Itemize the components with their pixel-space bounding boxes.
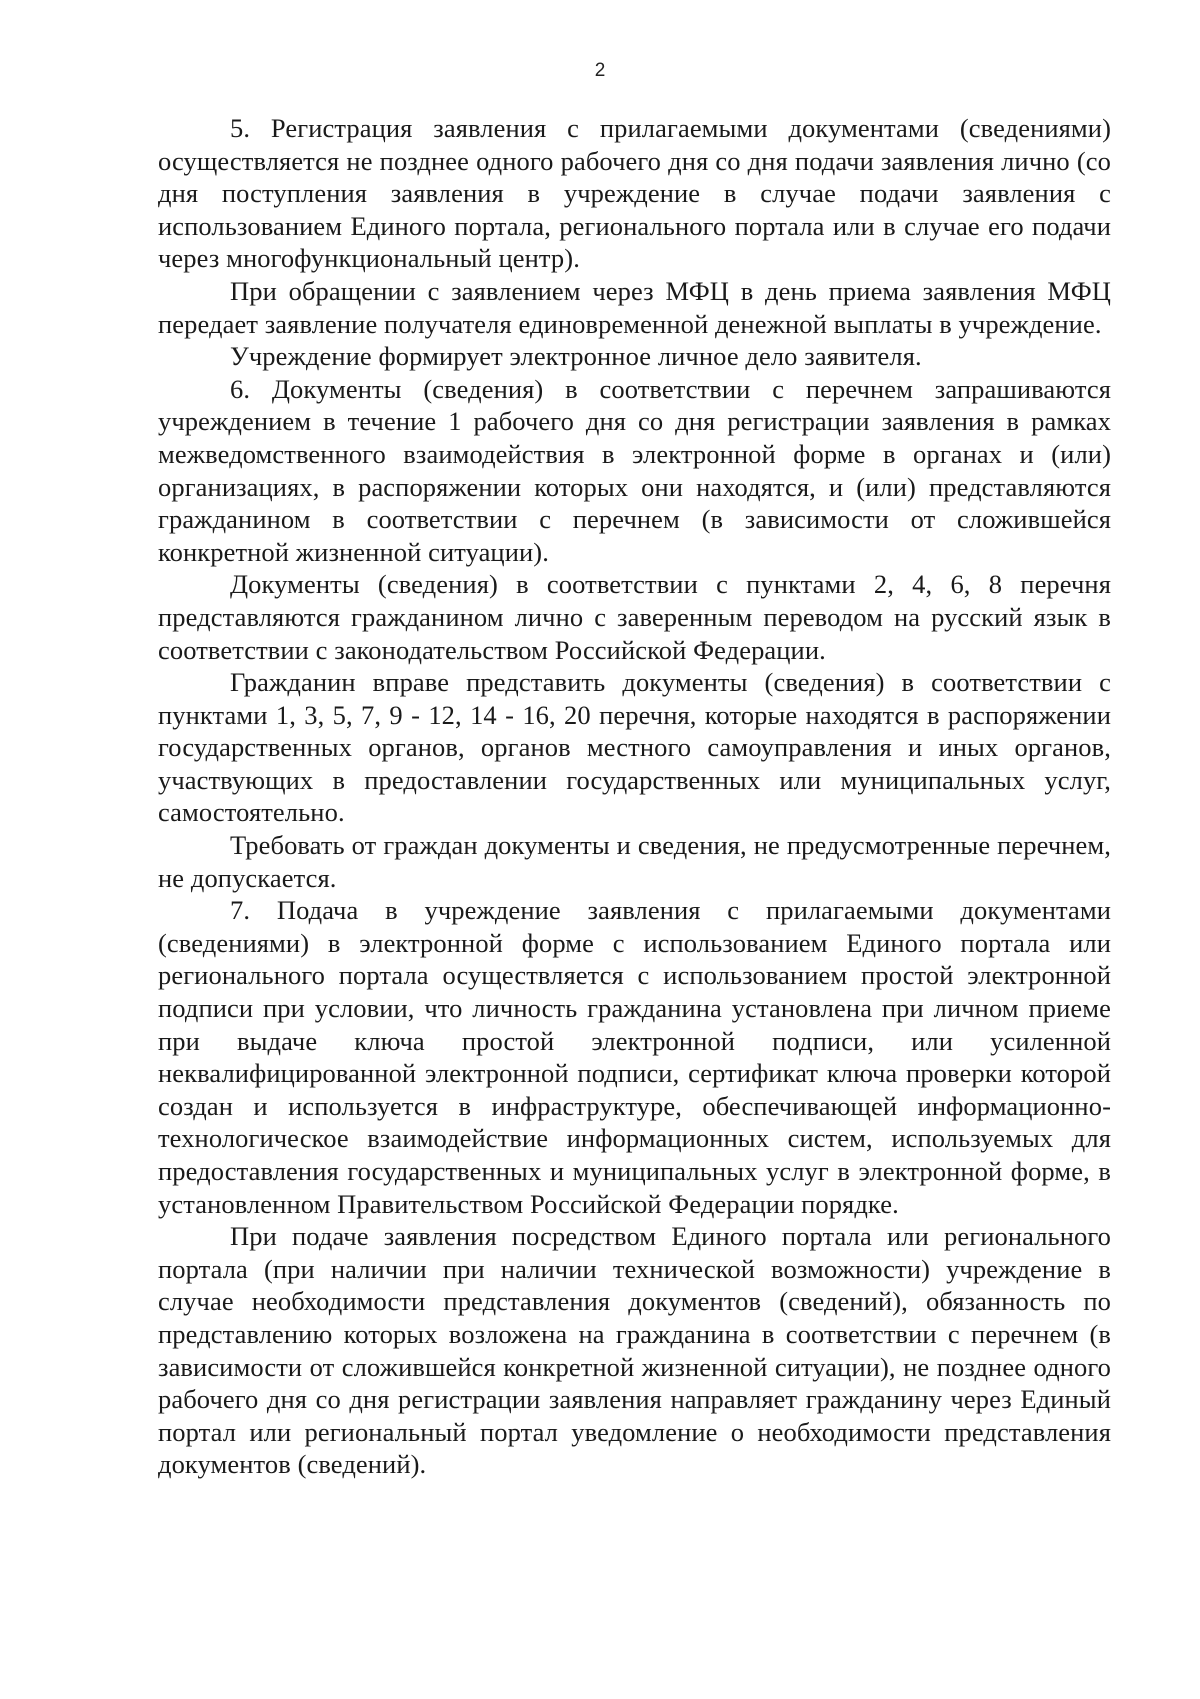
paragraph-mfc-transfer: При обращении с заявлением через МФЦ в день приема заявления МФЦ передает заявление получателя единовременной денежной выплаты в учреждение. [158, 275, 1111, 339]
paragraph-translated-documents: Документы (сведения) в соответствии с пунктами 2, 4, 6, 8 перечня представляются гражданином лично с заверенным переводом на русский язык в соответствии с законодательством Российской Федерации. [158, 569, 1111, 665]
paragraph-7-electronic-submission: 7. Подача в учреждение заявления с прилагаемыми документами (сведениями) в электронной форме с использованием Единого портала или регионального портала осуществляется с использованием простой электронной подписи при условии, что личность гражданина установлена при личном приеме при выдаче ключа простой электронной подписи, или усиленной неквалифицированной электронной подписи, сертификат ключа проверки которой создан и используется в инфраструктуре, обеспечивающей информационно-технологическое взаимодействие информационных систем, используемых для предоставления государственных и муниципальных услуг в электронной форме, в установленном Правительством Российской Федерации порядке. [158, 895, 1111, 1219]
paragraph-electronic-file: Учреждение формирует электронное личное дело заявителя. [230, 341, 922, 372]
paragraph-5-registration: 5. Регистрация заявления с прилагаемыми документами (сведениями) осуществляется не позднее одного рабочего дня со дня подачи заявления лично (со дня поступления заявления в учреждение в случае подачи заявления с использованием Единого портала, регионального портала или в случае его подачи через многофункциональный центр). [158, 113, 1111, 274]
document-body [158, 112, 1111, 1481]
page-number: 2 [594, 60, 606, 81]
paragraph-prohibition: Требовать от граждан документы и сведения, не предусмотренные перечнем, не допускается. [158, 830, 1111, 893]
paragraph-portal-notification: При подаче заявления посредством Единого портала или регионального портала (при наличии при наличии технической возможности) учреждение в случае необходимости представления документов (сведений), обязанность по представлению которых возложена на гражданина в соответствии с перечнем (в зависимости от сложившейся конкретной жизненной ситуации), не позднее одного рабочего дня со дня регистрации заявления направляет гражданину через Единый портал или региональный портал уведомление о необходимости представления документов (сведений). [158, 1221, 1111, 1480]
paragraph-citizen-right: Гражданин вправе представить документы (сведения) в соответствии с пунктами 1, 3, 5, 7, 9 - 12, 14 - 16, 20 перечня, которые находятся в распоряжении государственных органов, органов местного самоуправления и иных органов, участвующих в предоставлении государственных или муниципальных услуг, самостоятельно. [158, 667, 1111, 828]
paragraph-6-documents-request: 6. Документы (сведения) в соответствии с перечнем запрашиваются учреждением в течение 1 рабочего дня со дня регистрации заявления в рамках межведомственного взаимодействия в электронной форме в органах и (или) организациях, в распоряжении которых они находятся, и (или) представляются гражданином в соответствии с перечнем (в зависимости от сложившейся конкретной жизненной ситуации). [158, 373, 1111, 567]
